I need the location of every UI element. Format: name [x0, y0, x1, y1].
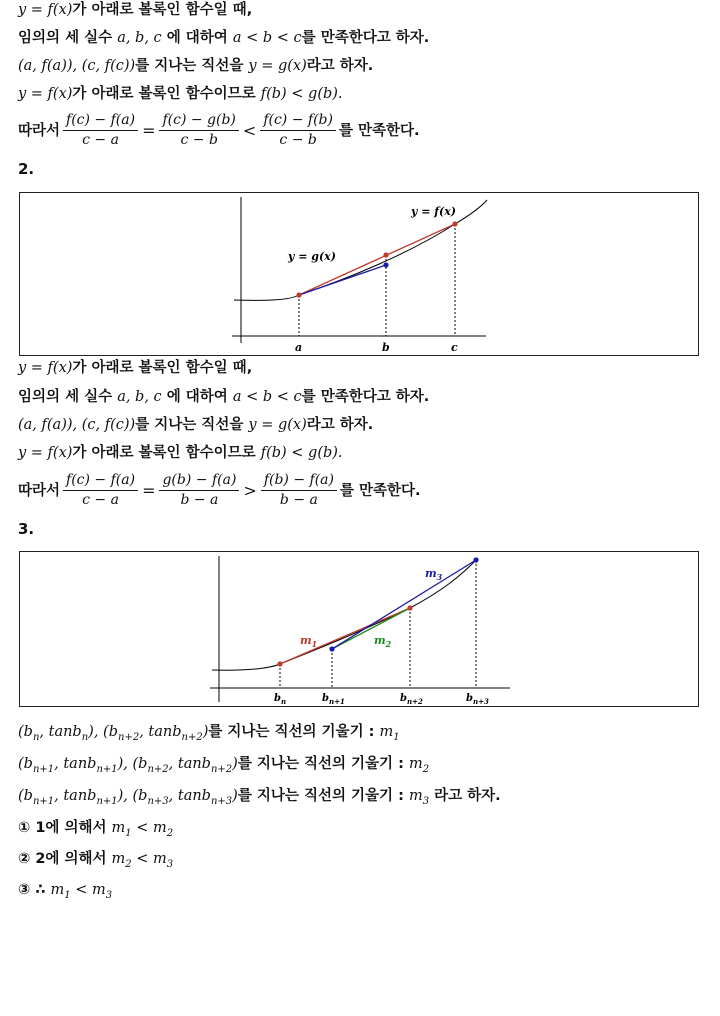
math: y = g(x) — [248, 417, 307, 433]
sec1-line-2 — [18, 28, 429, 48]
text: 2에 의해서 — [30, 851, 112, 867]
figure-svg — [20, 552, 698, 706]
sec2-line-5 — [18, 472, 421, 509]
math: (a, f(a)), (c, f(c)) — [18, 417, 136, 433]
conclusion-3 — [18, 880, 112, 906]
sec2-line-4 — [18, 443, 343, 463]
text: 를 지나는 직선을 — [135, 58, 249, 74]
numerator: g(b) − f(a) — [159, 472, 239, 491]
circled-1: ① — [18, 820, 31, 836]
sec1-line-4 — [18, 84, 343, 104]
text: 가 아래로 볼록인 함수일 때, — [72, 2, 253, 18]
operator: = — [142, 480, 156, 500]
sec2-line-3 — [18, 415, 373, 435]
secant-ab — [299, 265, 386, 295]
sec3-line-2 — [18, 754, 429, 780]
math: a, b, c — [117, 389, 162, 405]
math: a < b < c — [232, 30, 302, 46]
sec1-line-5 — [18, 112, 420, 149]
tick-bn1: $b_{n+1}$ — [322, 693, 345, 706]
denominator: c − a — [82, 132, 119, 148]
sec3-line-3 — [18, 786, 501, 812]
label-m2: $m_2$ — [374, 634, 392, 649]
circled-3: ③ — [18, 882, 31, 898]
text: 1에 의해서 — [30, 820, 112, 836]
text: 가 아래로 볼록인 함수일 때, — [72, 360, 253, 376]
operator: > — [243, 480, 257, 500]
secant-m3 — [332, 560, 476, 649]
math: f(b) < g(b). — [260, 445, 343, 461]
section-heading-2: 2. — [18, 160, 35, 178]
text: 라고 하자. — [306, 58, 374, 74]
text: 따라서 — [18, 482, 61, 499]
text: 를 만족한다고 하자. — [301, 30, 430, 46]
denominator: c − b — [279, 132, 317, 148]
math: $m_1 < m_2$ — [111, 820, 174, 839]
tick-bn3: $b_{n+3}$ — [466, 693, 489, 706]
fraction — [261, 472, 337, 509]
math: ($b_{n+1}$, tanb$_{n+1}$), ($b_{n+2}$, tanb$_{n+2}$) — [18, 756, 238, 775]
tick-bn2: $b_{n+2}$ — [400, 693, 423, 706]
numerator: f(b) − f(a) — [261, 472, 337, 491]
math: ($b_{n+1}$, tanb$_{n+1}$), ($b_{n+3}$, tanb$_{n+3}$) — [18, 788, 238, 807]
conclusion-2 — [18, 849, 173, 875]
text: 를 지나는 직선의 기울기 : — [237, 788, 409, 804]
denominator: c − a — [82, 492, 119, 508]
math: (a, f(a)), (c, f(c)) — [18, 58, 136, 74]
text: 를 만족한다. — [339, 482, 421, 499]
text: 임의의 세 실수 — [18, 389, 118, 405]
slope-m2: $m_2$ — [408, 756, 430, 775]
label-m3: $m_3$ — [425, 567, 443, 582]
math: ($b_n$, tanb$_n$), ($b_{n+2}$, tanb$_{n+2}$) — [18, 724, 209, 743]
math: $m_2 < m_3$ — [111, 851, 174, 870]
tick-bn: $b_n$ — [274, 693, 287, 706]
figure-svg — [20, 193, 698, 355]
sec2-line-2 — [18, 387, 429, 407]
math: y = f(x) — [18, 360, 73, 376]
text: 에 대하여 — [161, 389, 233, 405]
text: 라고 하자. — [306, 417, 374, 433]
secant-m2 — [332, 608, 410, 649]
numerator: f(c) − f(a) — [63, 472, 138, 491]
point-bn2 — [407, 605, 412, 610]
text: 따라서 — [18, 122, 61, 139]
slope-m3: $m_3$ — [408, 788, 430, 807]
text: 를 지나는 직선의 기울기 : — [237, 756, 409, 772]
math: y = f(x) — [18, 445, 73, 461]
circled-2: ② — [18, 851, 31, 867]
text: 가 아래로 볼록인 함수이므로 — [72, 86, 261, 102]
point-bn — [277, 661, 282, 666]
text: 를 지나는 직선을 — [135, 417, 249, 433]
fraction — [63, 112, 138, 149]
point-bn1 — [329, 646, 334, 651]
point-bn3 — [473, 557, 478, 562]
tick-b: b — [382, 341, 390, 354]
sec3-line-1 — [18, 722, 400, 748]
operator: = — [142, 120, 156, 140]
math: a < b < c — [232, 389, 302, 405]
figure-convex-secant — [19, 192, 699, 356]
text: 에 대하여 — [161, 30, 233, 46]
math: $m_1 < m_3$ — [50, 882, 113, 901]
text: 가 아래로 볼록인 함수이므로 — [72, 445, 261, 461]
point-g-b — [383, 252, 388, 257]
text: ∴ — [30, 882, 51, 898]
sec2-line-1 — [18, 358, 252, 378]
tick-c: c — [451, 341, 458, 354]
conclusion-1 — [18, 818, 173, 844]
sec1-line-1 — [18, 0, 252, 20]
section-heading-3: 3. — [18, 520, 35, 538]
numerator: f(c) − g(b) — [159, 112, 238, 131]
math: a, b, c — [117, 30, 162, 46]
fraction — [159, 472, 239, 509]
math: f(b) < g(b). — [260, 86, 343, 102]
label-f: y = f(x) — [411, 205, 456, 218]
text: 라고 하자. — [429, 788, 501, 804]
point-a — [296, 292, 301, 297]
text: 를 만족한다. — [338, 122, 420, 139]
numerator: f(c) − f(a) — [63, 112, 138, 131]
denominator: c − b — [180, 132, 218, 148]
fraction — [260, 112, 336, 149]
fraction — [159, 112, 238, 149]
denominator: b − a — [180, 492, 219, 508]
math: y = f(x) — [18, 2, 73, 18]
slope-m1: $m_1$ — [379, 724, 400, 743]
denominator: b − a — [279, 492, 318, 508]
text: 를 지나는 직선의 기울기 : — [208, 724, 380, 740]
operator: < — [242, 120, 257, 140]
sec1-line-3 — [18, 56, 373, 76]
figure-tan-secants — [19, 551, 699, 707]
math: y = g(x) — [248, 58, 307, 74]
point-c — [452, 221, 457, 226]
point-f-b — [383, 262, 388, 267]
tick-a: a — [295, 341, 303, 354]
math: y = f(x) — [18, 86, 73, 102]
text: 를 만족한다고 하자. — [301, 389, 430, 405]
numerator: f(c) − f(b) — [260, 112, 336, 131]
text: 임의의 세 실수 — [18, 30, 118, 46]
fraction — [63, 472, 138, 509]
label-m1: $m_1$ — [300, 634, 318, 649]
label-g: y = g(x) — [288, 250, 336, 263]
